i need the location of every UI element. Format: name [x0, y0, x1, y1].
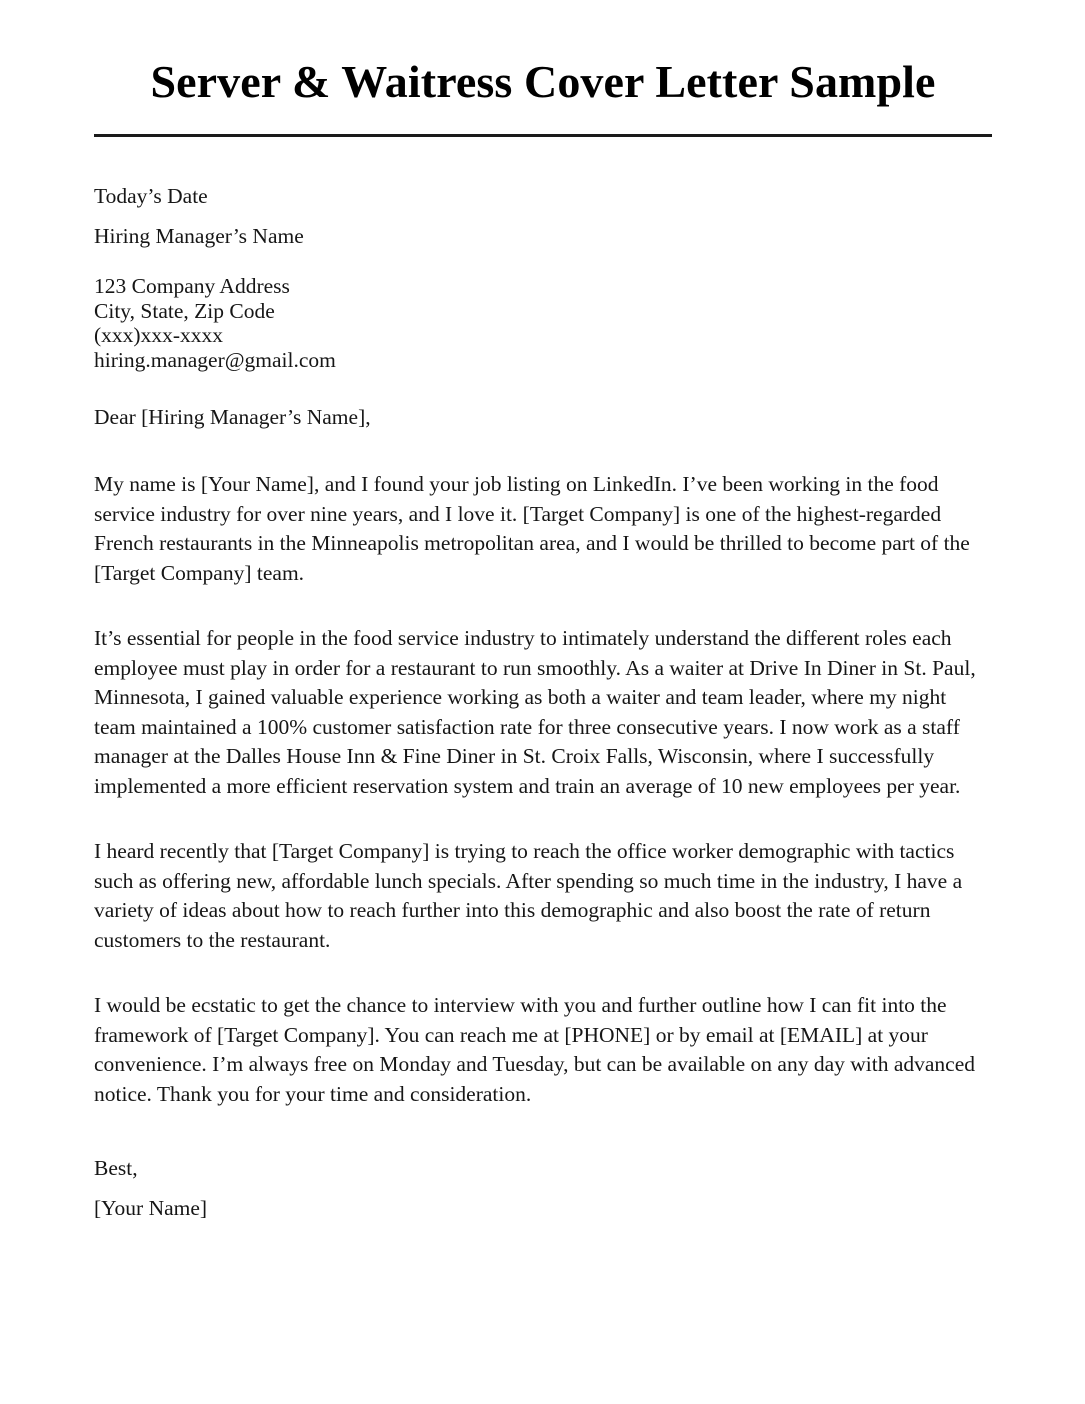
address-city-state-zip-line: City, State, Zip Code	[94, 298, 275, 323]
recipient-address-block	[94, 274, 992, 372]
body-paragraph-2: It’s essential for people in the food service industry to intimately understand the different roles each employee must play in order for a restaurant to run smoothly. As a waiter at Drive In Diner in St. Paul, Minnesota, I gained valuable experience working as both a waiter and team leader, where my night team maintained a 100% customer satisfaction rate for three consecutive years. I now work as a staff manager at the Dalles House Inn & Fine Diner in St. Croix Falls, Wisconsin, where I successfully implemented a more efficient reservation system and train an average of 10 new employees per year.	[94, 626, 976, 798]
letter-body	[94, 181, 992, 1224]
signature-name: [Your Name]	[94, 1196, 208, 1221]
body-paragraph-4: I would be ecstatic to get the chance to interview with you and further outline how I can fit into the framework of [Target Company]. You can reach me at [PHONE] or by email at [EMAIL] at your convenience. I’m always free on Monday and Tuesday, but can be available on any day with advanced notice. Thank you for your time and consideration.	[94, 993, 976, 1106]
salutation: Dear [Hiring Manager’s Name],	[94, 405, 371, 430]
todays-date-line: Today’s Date	[94, 184, 208, 209]
closing-block	[94, 1153, 992, 1224]
address-email-line: hiring.manager@gmail.com	[94, 347, 336, 372]
body-paragraph-3: I heard recently that [Target Company] is trying to reach the office worker demographic with tactics such as offering new, affordable lunch specials. After spending so much time in the industry, I have a variety of ideas about how to reach further into this demographic and also boost the rate of return customers to the restaurant.	[94, 839, 963, 952]
letter-content	[94, 0, 992, 1224]
sign-off: Best,	[94, 1156, 138, 1181]
address-phone-line: (xxx)xxx-xxxx	[94, 323, 223, 348]
body-paragraph-1: My name is [Your Name], and I found your job listing on LinkedIn. I’ve been working in the food service industry for over nine years, and I love it. [Target Company] is one of the highest-regarded French restaurants in the Minneapolis metropolitan area, and I would be thrilled to become part of the [Target Company] team.	[94, 472, 970, 585]
title-divider	[94, 134, 992, 137]
page-title: Server & Waitress Cover Letter Sample	[150, 56, 936, 107]
address-street-line: 123 Company Address	[94, 274, 290, 299]
hiring-manager-name-line: Hiring Manager’s Name	[94, 224, 304, 249]
